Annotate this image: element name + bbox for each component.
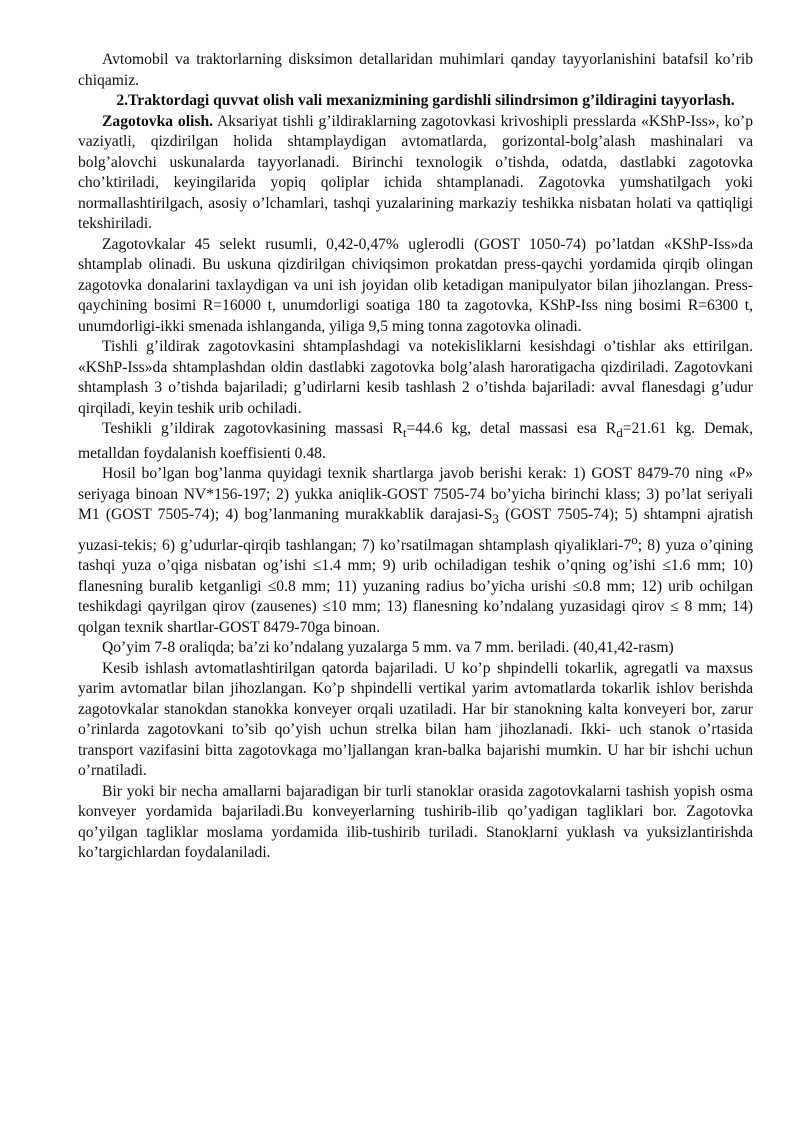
paragraph-machining: Kesib ishlash avtomatlashtirilgan qatorda bajariladi. U ko’p shpindelli tokarlik, agregatli va maxsus yarim avtomatlar bilan jihozlangan. Ko’p shpindelli vertikal yarim avtomatlarda tokarlik ishlov berishda zagotovkalar stanokdan stanokka konveyer orqali uzatiladi. Har bir stanokning kalta konveyeri bor, zarur o’rinlarda zagotovkani to’sib qo’yish uchun strelka bilan ham jihozlanadi. Ikki- uch stanok o’rtasida transport vazifasini bitta zagotovkaga mo’ljallangan kran-balka bajarishi mumkin. U har bir ishchi uchun o’rnatiladi. bbox=[78, 659, 753, 780]
paragraph-conveyor: Bir yoki bir necha amallarni bajaradigan bir turli stanoklar orasida zagotovkalarni tashish yopish osma konveyer yordamida bajariladi.Bu konveyerlarning tushirib-ilib qo’yadigan tagliklari bor. Zagotovka qo’yilgan tagliklar moslama yordamida ilib-tushirib turiladi. Stanoklarni yuklash va yuksizlantirishda ko’targichlardan foydalaniladi. bbox=[78, 782, 753, 862]
text-part: (GOST 7505-74); 5) shtampni ajratish yuzasi-tekis; 6) g’udurlar-qirqib tashlangan; 7) ko’rsatilmagan shtamplash qiyaliklari-7 bbox=[78, 506, 753, 554]
text-part: =44.6 kg, detal massasi esa R bbox=[406, 420, 617, 437]
text-part: Teshikli g’ildirak zagotovkasining massasi R bbox=[102, 420, 403, 437]
paragraph-technical-conditions bbox=[78, 464, 753, 638]
section-heading: 2.Traktordagi quvvat olish vali mexanizmining gardishli silindrsimon g’ildiragini tayyorlash. bbox=[116, 92, 735, 109]
paragraph-mass bbox=[78, 419, 753, 464]
text-part: =21.61 kg. Demak, metalldan foydalanish koeffisienti 0.48. bbox=[78, 420, 753, 462]
paragraph-zagotovka bbox=[78, 112, 753, 235]
intro-paragraph: Avtomobil va traktorlarning disksimon detallaridan muhimlari qanday tayyorlanishini batafsil ko’rib chiqamiz. bbox=[78, 51, 753, 89]
paragraph-lead-title: Zagotovka olish. bbox=[102, 112, 214, 130]
paragraph-text: Aksariyat tishli g’ildiraklarning zagotovkasi krivoshipli presslarda «KShP-Iss», ko’p vaziyatli, qizdirilgan holida shtamplaydigan avtomatlarda, gorizontal-bolg’alash mashinalari va bolg’alovchi uskunalarda tayyorlanadi. Birinchi texnologik o’tishda, odatda, dastlabki zagotovka cho’ktiriladi, keyingilarida yopiq qoliplar ichida shtamplanadi. Zagotovka yumshatilgach yoki normallashtirilgach, asosiy o’lchamlari, tashqi yuzalarining markaziy teshikka nisbatan holati va qattiqligi tekshiriladi. bbox=[78, 112, 753, 232]
paragraph-stamping: Tishli g’ildirak zagotovkasini shtamplashdagi va notekisliklarni kesishdagi o’tishlar aks ettirilgan. «KShP-Iss»da shtamplashdan oldin dastlabki zagotovka bolg’alash haroratigacha qizdiriladi. Zagotovkani shtamplash 3 o’tishda bajariladi; g’udirlarni kesib tashlash 2 o’tishda bajariladi: avval flanesdagi g’udur qirqiladi, keyin teshik urib ochiladi. bbox=[78, 338, 753, 417]
paragraph-material: Zagotovkalar 45 selekt rusumli, 0,42-0,47% uglerodli (GOST 1050-74) po’latdan «KShP-Iss»da shtamplab olinadi. Bu uskuna qizdirilgan chiviqsimon prokatdan press-qaychi yordamida qirqib olingan zagotovka donalarini taxlaydigan va uni ish joyidan olib ketadigan manipulyator bilan jihozlangan. Press-qaychining bosimi R=16000 t, unumdorligi soatiga 180 ta zagotovka, KShP-Iss ning bosimi R=6300 t, unumdorligi-ikki smenada ishlanganda, yiliga 9,5 ming tonna zagotovka olinadi. bbox=[78, 235, 753, 335]
text-part: Hosil bo’lgan bog’lanma quyidagi texnik shartlarga javob berishi kerak: 1) GOST 8479-70 ning «P» seriyaga binoan NV*156-197; 2) yukka aniqlik-GOST 7505-74 bo’yicha birinchi klass; 3) po’lat seriyali M1 (GOST 7505-74); 4) bog’lanmaning murakkablik darajasi-S bbox=[78, 465, 753, 524]
subscript: 3 bbox=[492, 511, 499, 527]
subscript: d bbox=[616, 425, 623, 441]
text-part: ; 8) yuza o’qining tashqi yuza o’qiga nisbatan og’ishi ≤1.4 mm; 9) urib ochiladigan teshik o’qning og’ishi ≤1.6 mm; 10) flanesning buralib ketganligi ≤0.8 mm; 11) yuzaning radius bo’yicha urishi ≤0.8 mm; 12) urib ochilgan teshikdagi qayrilgan qirov (zausenes) ≤10 mm; 13) flanesning ko’ndalang yuzasidagi qirov ≤ 8 mm; 14) qolgan texnik shartlar-GOST 8479-70ga binoan. bbox=[78, 536, 753, 636]
paragraph-allowance: Qo’yim 7-8 oraliqda; ba’zi ko’ndalang yuzalarga 5 mm. va 7 mm. beriladi. (40,41,42-rasm) bbox=[102, 639, 674, 657]
superscript: o bbox=[631, 531, 638, 547]
subscript: t bbox=[402, 425, 407, 441]
